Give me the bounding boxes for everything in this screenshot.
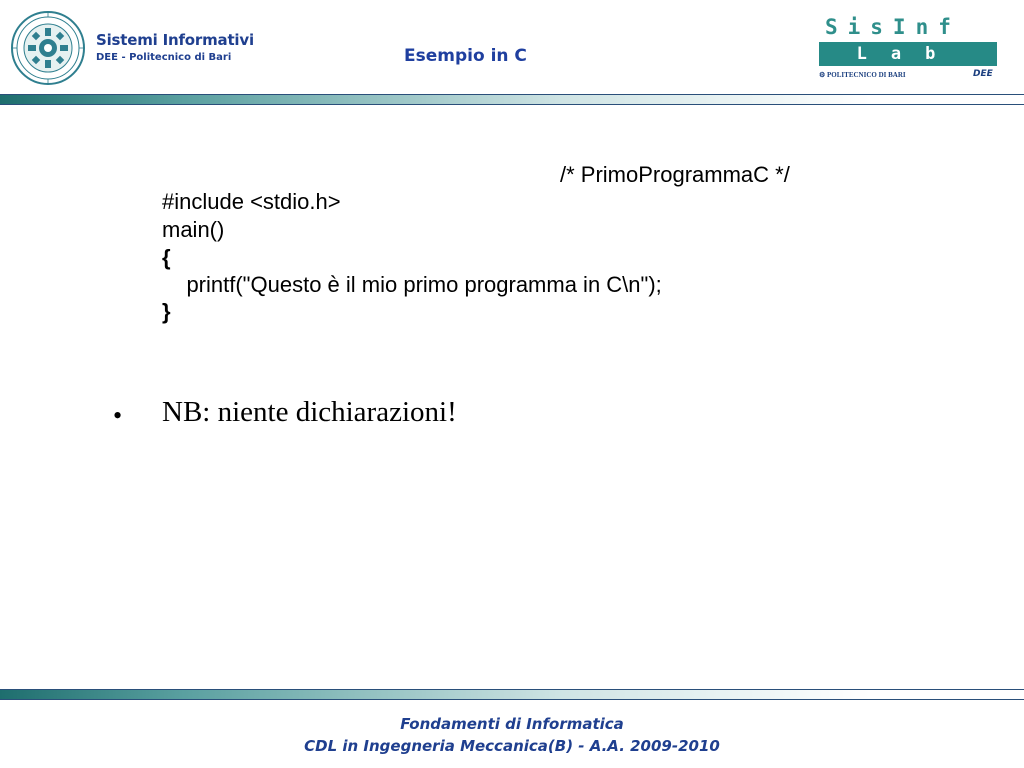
sisinf-lab-logo — [817, 14, 999, 84]
footer-course: Fondamenti di Informatica — [400, 715, 624, 733]
header-divider — [0, 94, 1024, 105]
footer-divider — [0, 689, 1024, 700]
org-name: Sistemi Informativi — [96, 31, 254, 49]
code-line-close-brace: } — [162, 299, 171, 324]
footer-degree: CDL in Ingegneria Meccanica(B) - A.A. 2009-2010 — [304, 737, 720, 755]
politecnico-seal-logo — [10, 10, 86, 86]
code-comment: /* PrimoProgrammaC */ — [560, 162, 790, 187]
org-subtitle: DEE - Politecnico di Bari — [96, 52, 232, 63]
bullet-text: NB: niente dichiarazioni! — [162, 396, 457, 428]
lab-logo-line1: SisInf — [825, 15, 961, 39]
lab-logo-line2: Lab — [819, 42, 997, 66]
lab-logo-politecnico-text: POLITECNICO DI BARI — [827, 71, 906, 79]
lab-logo-dee: DEE — [973, 69, 993, 79]
bullet-marker: • — [113, 401, 123, 430]
code-line-include: #include <stdio.h> — [162, 189, 341, 214]
gear-icon: ⚙ — [819, 71, 826, 79]
code-line-printf: printf("Questo è il mio primo programma in C\n"); — [162, 272, 662, 297]
lab-logo-politecnico — [819, 70, 906, 80]
code-line-open-brace: { — [162, 245, 171, 270]
slide-title: Esempio in C — [404, 46, 527, 66]
code-line-main: main() — [162, 217, 225, 242]
